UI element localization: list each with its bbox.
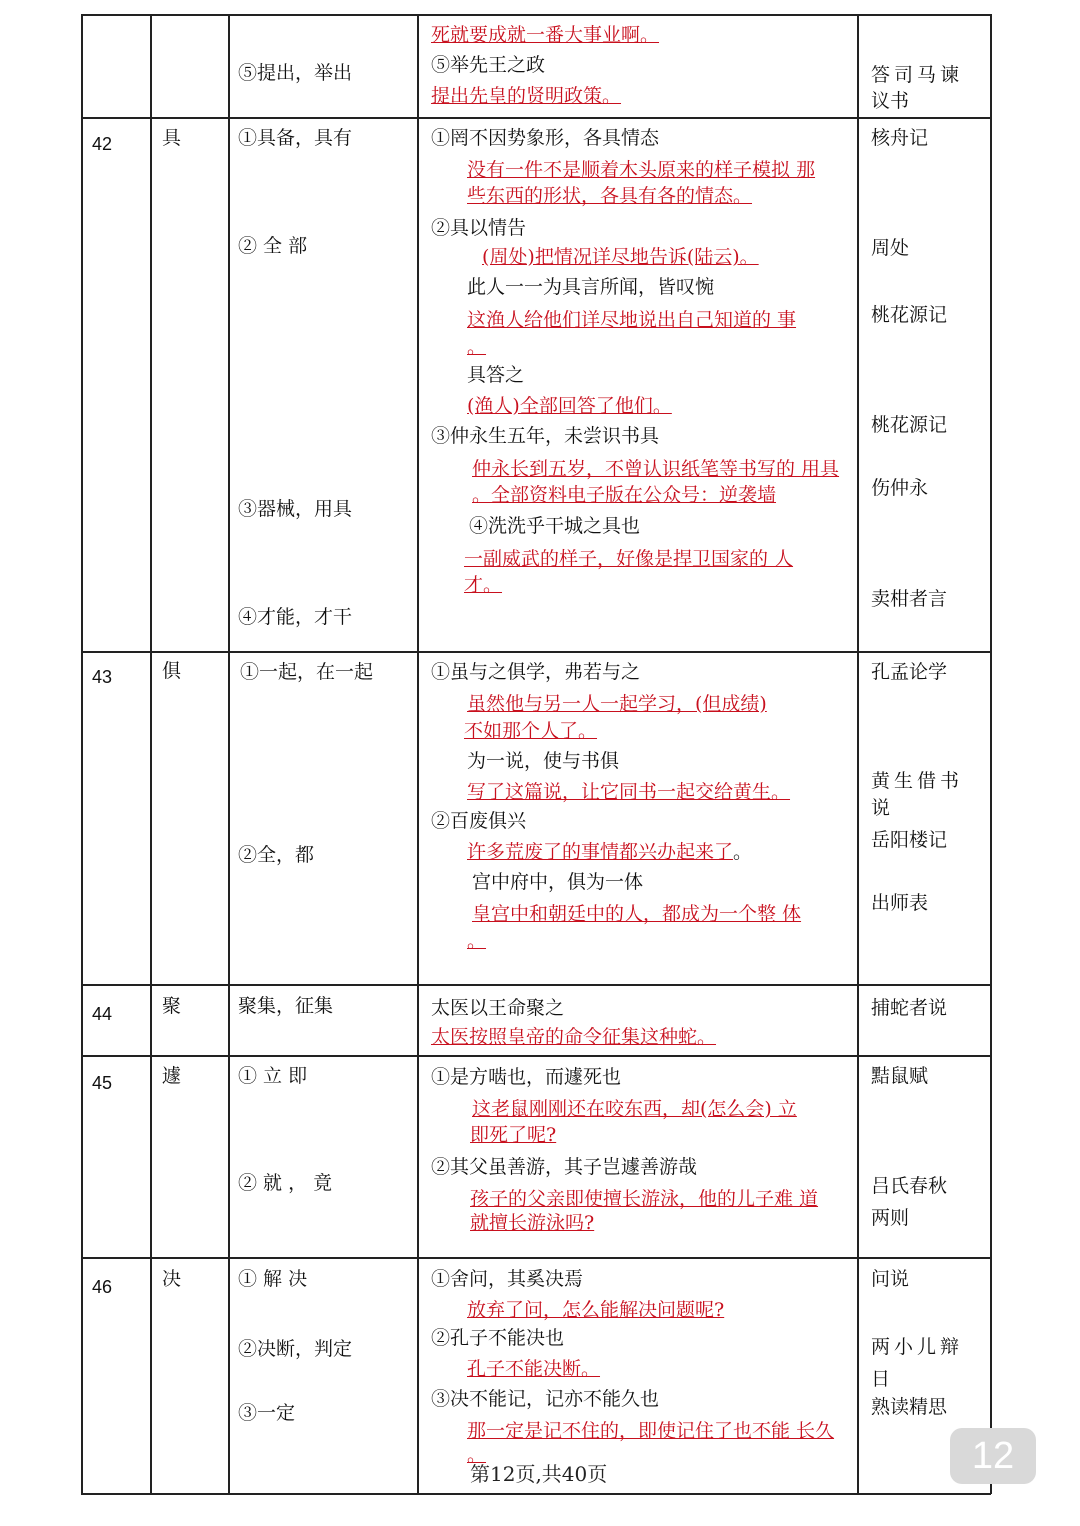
meaning: ① 立 即	[238, 1065, 308, 1087]
row-number: 45	[92, 1073, 113, 1093]
translation: 不如那个人了。	[464, 720, 598, 742]
translation: 。	[467, 336, 487, 358]
table-border-top	[81, 14, 991, 16]
meaning: ② 全 部	[238, 235, 308, 257]
row-divider-45	[81, 1055, 991, 1057]
row-number: 42	[92, 134, 113, 154]
meaning: ③器械，用具	[238, 498, 353, 520]
source-title: 桃花源记	[871, 304, 948, 326]
translation: 些东西的形状，各具有各的情态。	[467, 185, 753, 207]
punctuation: 。	[733, 841, 753, 863]
page-number-badge[interactable]: 12	[950, 1428, 1036, 1484]
translation: 就擅长游泳吗?	[470, 1212, 595, 1234]
example-sentence: 宫中府中，俱为一体	[472, 871, 644, 893]
meaning: ⑤提出，举出	[238, 62, 353, 84]
source-title: 周处	[871, 237, 910, 259]
page-footer: 第12页,共40页	[470, 1462, 608, 1486]
source-title: 熟读精思	[871, 1396, 948, 1418]
table-divider-3	[417, 14, 419, 1494]
row-number: 43	[92, 667, 113, 687]
meaning: ① 解 决	[238, 1268, 308, 1290]
example-sentence: ②其父虽善游，其子岂遽善游哉	[431, 1156, 698, 1178]
translation: 没有一件不是顺着木头原来的样子模拟 那	[467, 159, 816, 181]
source-title: 核舟记	[871, 127, 929, 149]
translation: 。全部资料电子版在公众号：逆袭墙	[472, 484, 777, 506]
translation: 。	[467, 1444, 487, 1466]
table-divider-1	[150, 14, 152, 1494]
translation: 一副威武的样子，好像是捍卫国家的 人	[464, 548, 794, 570]
source-title: 议书	[871, 90, 910, 112]
example-sentence: 具答之	[467, 364, 525, 386]
row-divider-42	[81, 117, 991, 119]
example-sentence: ②具以情告	[431, 217, 527, 239]
translation: 这老鼠刚刚还在咬东西，却(怎么会) 立	[472, 1098, 797, 1120]
example-sentence: ②百废俱兴	[431, 810, 527, 832]
entry-character: 决	[162, 1268, 182, 1290]
translation: 孩子的父亲即使擅长游泳，他的儿子难 道	[470, 1188, 819, 1210]
table-border-bottom	[81, 1493, 991, 1495]
translation: 皇宫中和朝廷中的人，都成为一个整 体	[472, 903, 802, 925]
translation: 虽然他与另一人一起学习，(但成绩)	[467, 693, 767, 715]
translation: 写了这篇说，让它同书一起交给黄生。	[467, 781, 791, 803]
meaning: ④才能，才干	[238, 606, 353, 628]
source-title: 桃花源记	[871, 414, 948, 436]
translation: 太医按照皇帝的命令征集这种蛇。	[431, 1026, 717, 1048]
translation: 才。	[464, 574, 503, 596]
example-sentence: 为一说，使与书俱	[467, 750, 620, 772]
source-title: 伤仲永	[871, 477, 929, 499]
table-divider-2	[228, 14, 230, 1494]
row-number: 46	[92, 1277, 113, 1297]
translation: 。	[467, 930, 487, 952]
source-title: 孔孟论学	[871, 661, 948, 683]
example-sentence: ②孔子不能决也	[431, 1327, 565, 1349]
source-title: 答司马谏	[871, 64, 964, 86]
row-divider-46	[81, 1257, 991, 1259]
example-sentence: 太医以王命聚之	[431, 997, 565, 1019]
example-sentence: 此人一一为具言所闻，皆叹惋	[467, 276, 715, 298]
meaning: ③一定	[238, 1402, 296, 1424]
example-sentence: ①罔不因势象形，各具情态	[431, 127, 660, 149]
example-sentence: ③决不能记，记亦不能久也	[431, 1388, 660, 1410]
table-border-right	[990, 14, 992, 1494]
table-divider-4	[857, 14, 859, 1494]
source-title: 黄生借书	[871, 770, 964, 792]
example-sentence: ①舍问，其奚决焉	[431, 1268, 584, 1290]
source-title: 出师表	[871, 892, 929, 914]
source-title: 吕氏春秋	[871, 1175, 948, 1197]
translation: 死就要成就一番大事业啊。	[431, 24, 660, 46]
meaning: 聚集，征集	[238, 995, 334, 1017]
meaning: ②全，都	[238, 844, 315, 866]
entry-character: 遽	[162, 1065, 182, 1087]
translation: (周处)把情况详尽地告诉(陆云)。	[482, 246, 759, 268]
source-title: 岳阳楼记	[871, 829, 948, 851]
meaning: ①一起，在一起	[240, 661, 374, 683]
translation: (渔人)全部回答了他们。	[467, 395, 672, 417]
example-sentence: ①是方啮也，而遽死也	[431, 1066, 622, 1088]
source-title: 两小儿辩	[871, 1336, 964, 1358]
source-title: 捕蛇者说	[871, 997, 948, 1019]
entry-character: 俱	[162, 660, 182, 682]
entry-character: 具	[162, 127, 182, 149]
translation: 许多荒废了的事情都兴办起来了	[467, 841, 734, 863]
translation: 放弃了问，怎么能解决问题呢?	[467, 1299, 725, 1321]
translation: 仲永长到五岁，不曾认识纸笔等书写的 用具	[472, 458, 840, 480]
table-border-left	[81, 14, 83, 1494]
example-sentence: ⑤举先王之政	[431, 54, 546, 76]
row-divider-44	[81, 984, 991, 986]
meaning: ①具备，具有	[238, 127, 353, 149]
translation: 这渔人给他们详尽地说出自己知道的 事	[467, 309, 797, 331]
source-title: 说	[871, 797, 891, 819]
source-title: 卖柑者言	[871, 588, 948, 610]
row-number: 44	[92, 1004, 113, 1024]
translation-line	[467, 839, 752, 865]
example-sentence: ③仲永生五年，未尝识书具	[431, 425, 660, 447]
example-sentence: ①虽与之俱学，弗若与之	[431, 661, 641, 683]
meaning: ②决断，判定	[238, 1338, 353, 1360]
source-title: 日	[871, 1368, 891, 1390]
entry-character: 聚	[162, 995, 182, 1017]
translation: 那一定是记不住的，即使记住了也不能 长久	[467, 1420, 835, 1442]
source-title: 黠鼠赋	[871, 1065, 929, 1087]
meaning: ② 就 ， 竟	[238, 1172, 333, 1194]
source-title: 两则	[871, 1207, 910, 1229]
source-title: 问说	[871, 1268, 910, 1290]
row-divider-43	[81, 651, 991, 653]
translation: 即死了呢?	[470, 1124, 557, 1146]
translation: 提出先皇的贤明政策。	[431, 85, 622, 107]
example-sentence: ④洗洗乎干城之具也	[469, 515, 641, 537]
translation: 孔子不能决断。	[467, 1358, 601, 1380]
